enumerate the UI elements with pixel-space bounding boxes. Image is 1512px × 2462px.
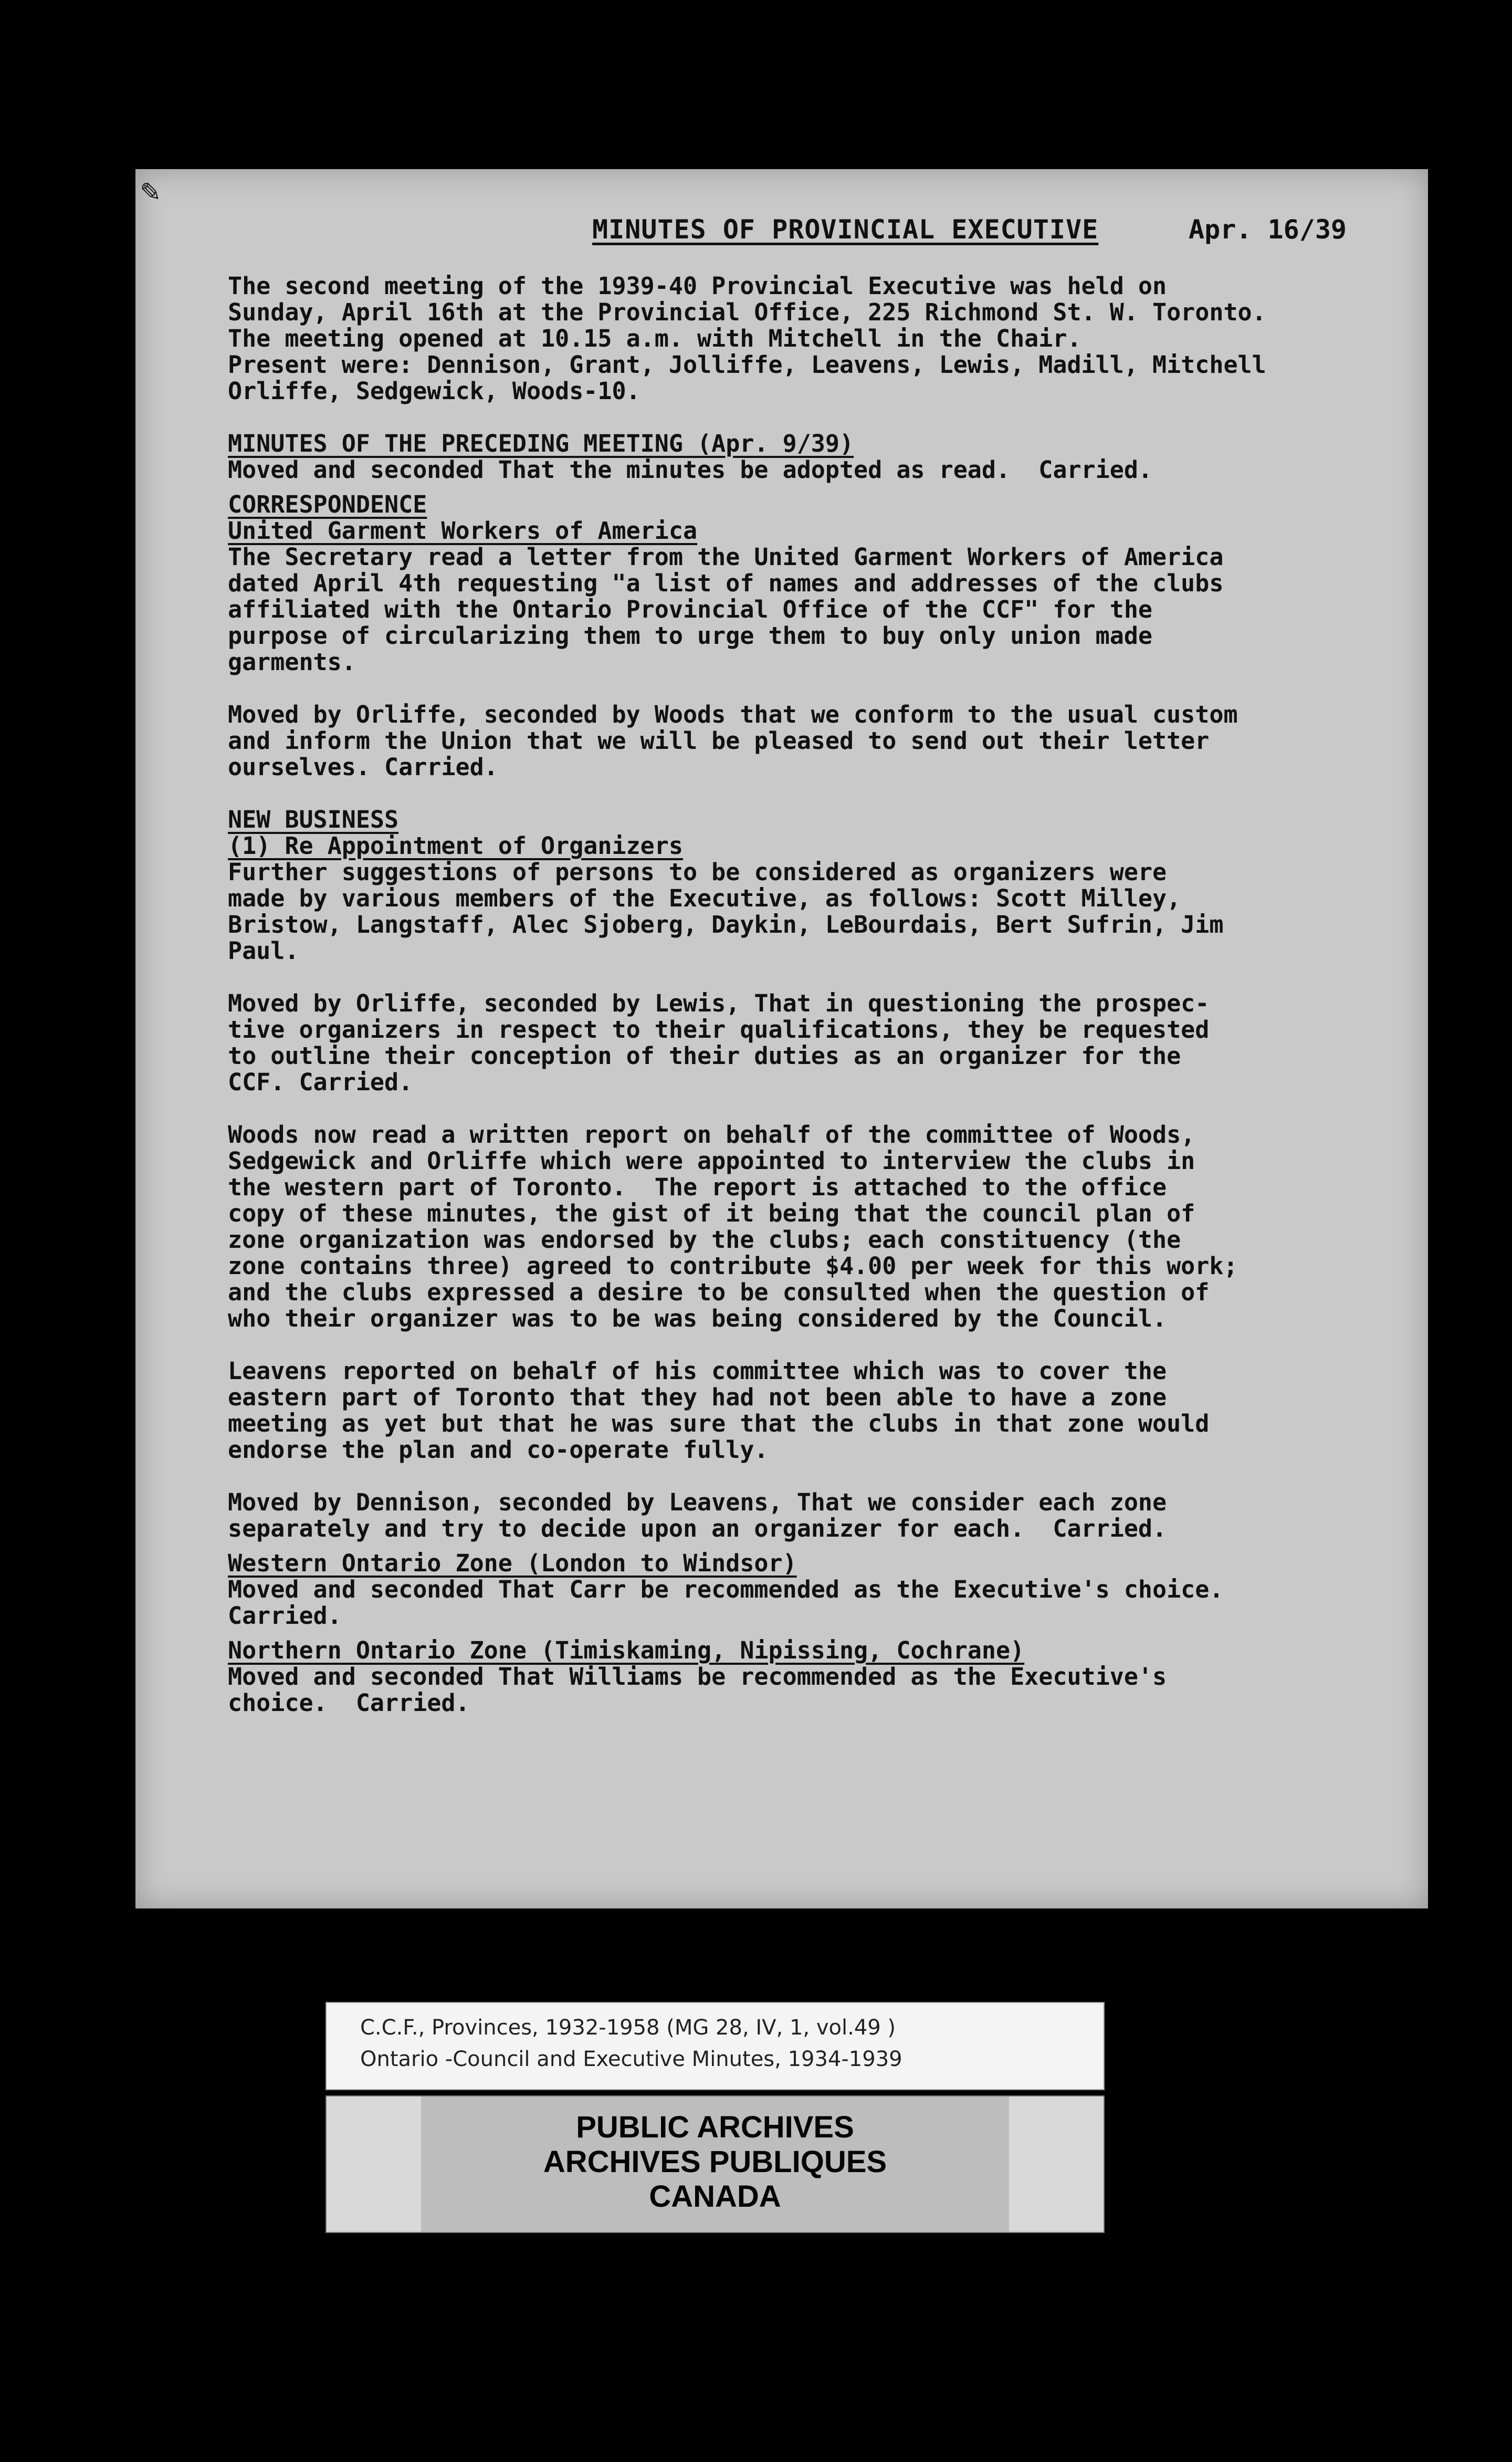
- northern-zone-paragraph: Moved and seconded That Williams be recommended as the Executive's choice. Carried.: [228, 1663, 1167, 1717]
- stamp-line-3: CANADA: [649, 2179, 781, 2214]
- intro-paragraph: The second meeting of the 1939-40 Provincial Executive was held on Sunday, April 16th at the Provincial Office, 225 Richmond St. W. Toronto. The meeting opened at 10.15 a.m. with Mitchell in the Chair. Present were: Dennison, Grant, Jolliffe, Leavens, Lewis, Madill, Mitchell Orliffe, Sedgewick, Woods-10.: [228, 272, 1266, 405]
- stamp-line-1: PUBLIC ARCHIVES: [576, 2110, 854, 2144]
- pen-mark-icon: ✎: [141, 172, 160, 209]
- subheading-northern-zone: Northern Ontario Zone (Timiskaming, Nipissing, Cochrane): [228, 1636, 1025, 1664]
- archive-reference-line-2: Ontario -Council and Executive Minutes, 1934-1939: [360, 2047, 902, 2071]
- woods-report-paragraph: Woods now read a written report on behalf of the committee of Woods, Sedgewick and Orliffe which were appointed to interview the clubs in the western part of Toronto. The report is attached to the office copy of these minutes, the gist of it being that the council plan of zone organization was endorsed by the clubs; each constituency (the zone contains three) agreed to contribute $4.00 per week for this work; and the clubs expressed a desire to be consulted when the question of who their organizer was to be was being considered by the Council.: [228, 1121, 1238, 1332]
- section-heading-correspondence: CORRESPONDENCE: [228, 491, 427, 518]
- document-header: [135, 214, 1428, 256]
- document-body: [228, 273, 1456, 1716]
- ugw-motion-paragraph: Moved by Orliffe, seconded by Woods that we conform to the usual custom and inform the Union that we will be pleased to send out their letter ourselves. Carried.: [228, 701, 1238, 781]
- archive-reference-line-1: C.C.F., Provinces, 1932-1958 (MG 28, IV, 1, vol.49 ): [360, 2016, 896, 2040]
- document-date: Apr. 16/39: [1189, 214, 1347, 245]
- section-heading-minutes: MINUTES OF THE PRECEDING MEETING (Apr. 9/39): [228, 430, 854, 457]
- document-page: [135, 169, 1428, 1908]
- subheading-western-zone: Western Ontario Zone (London to Windsor): [228, 1549, 797, 1577]
- leavens-report-paragraph: Leavens reported on behalf of his committee which was to cover the eastern part of Toronto that they had not been able to have a zone meeting as yet but that he was sure that the clubs in that zone would endorse the plan and co-operate fully.: [228, 1357, 1210, 1464]
- archive-reference-label: [326, 2002, 1105, 2090]
- minutes-paragraph: Moved and seconded That the minutes be adopted as read. Carried.: [228, 456, 1152, 484]
- stamp-right-panel: [1009, 2096, 1104, 2232]
- subheading-organizers: (1) Re Appointment of Organizers: [228, 832, 683, 860]
- western-zone-paragraph: Moved and seconded That Carr be recommended as the Executive's choice. Carried.: [228, 1576, 1224, 1630]
- stamp-left-panel: [327, 2096, 421, 2232]
- section-heading-new-business: NEW BUSINESS: [228, 806, 399, 833]
- organizers-motion-paragraph: Moved by Orliffe, seconded by Lewis, That in questioning the prospec- tive organizers in respect to their qualifications, they be requested to outline their conception of their duties as an organizer for the CCF. Carried.: [228, 989, 1210, 1096]
- stamp-text: [421, 2110, 1009, 2214]
- subheading-ugw: United Garment Workers of America: [228, 517, 698, 545]
- zone-motion-paragraph: Moved by Dennison, seconded by Leavens, That we consider each zone separately and try to decide upon an organizer for each. Carried.: [228, 1488, 1167, 1542]
- public-archives-stamp: [326, 2095, 1105, 2233]
- organizers-paragraph: Further suggestions of persons to be considered as organizers were made by various members of the Executive, as follows: Scott Milley, Bristow, Langstaff, Alec Sjoberg, Daykin, LeBourdais, Bert Sufrin, Jim Paul.: [228, 858, 1224, 965]
- stamp-line-2: ARCHIVES PUBLIQUES: [543, 2145, 887, 2179]
- page-title: MINUTES OF PROVINCIAL EXECUTIVE: [592, 214, 1099, 245]
- ugw-paragraph: The Secretary read a letter from the United Garment Workers of America dated April 4th requesting "a list of names and addresses of the clubs affiliated with the Ontario Provincial Office of the CCF" for the purpose of circularizing them to urge them to buy only union made garments.: [228, 543, 1224, 676]
